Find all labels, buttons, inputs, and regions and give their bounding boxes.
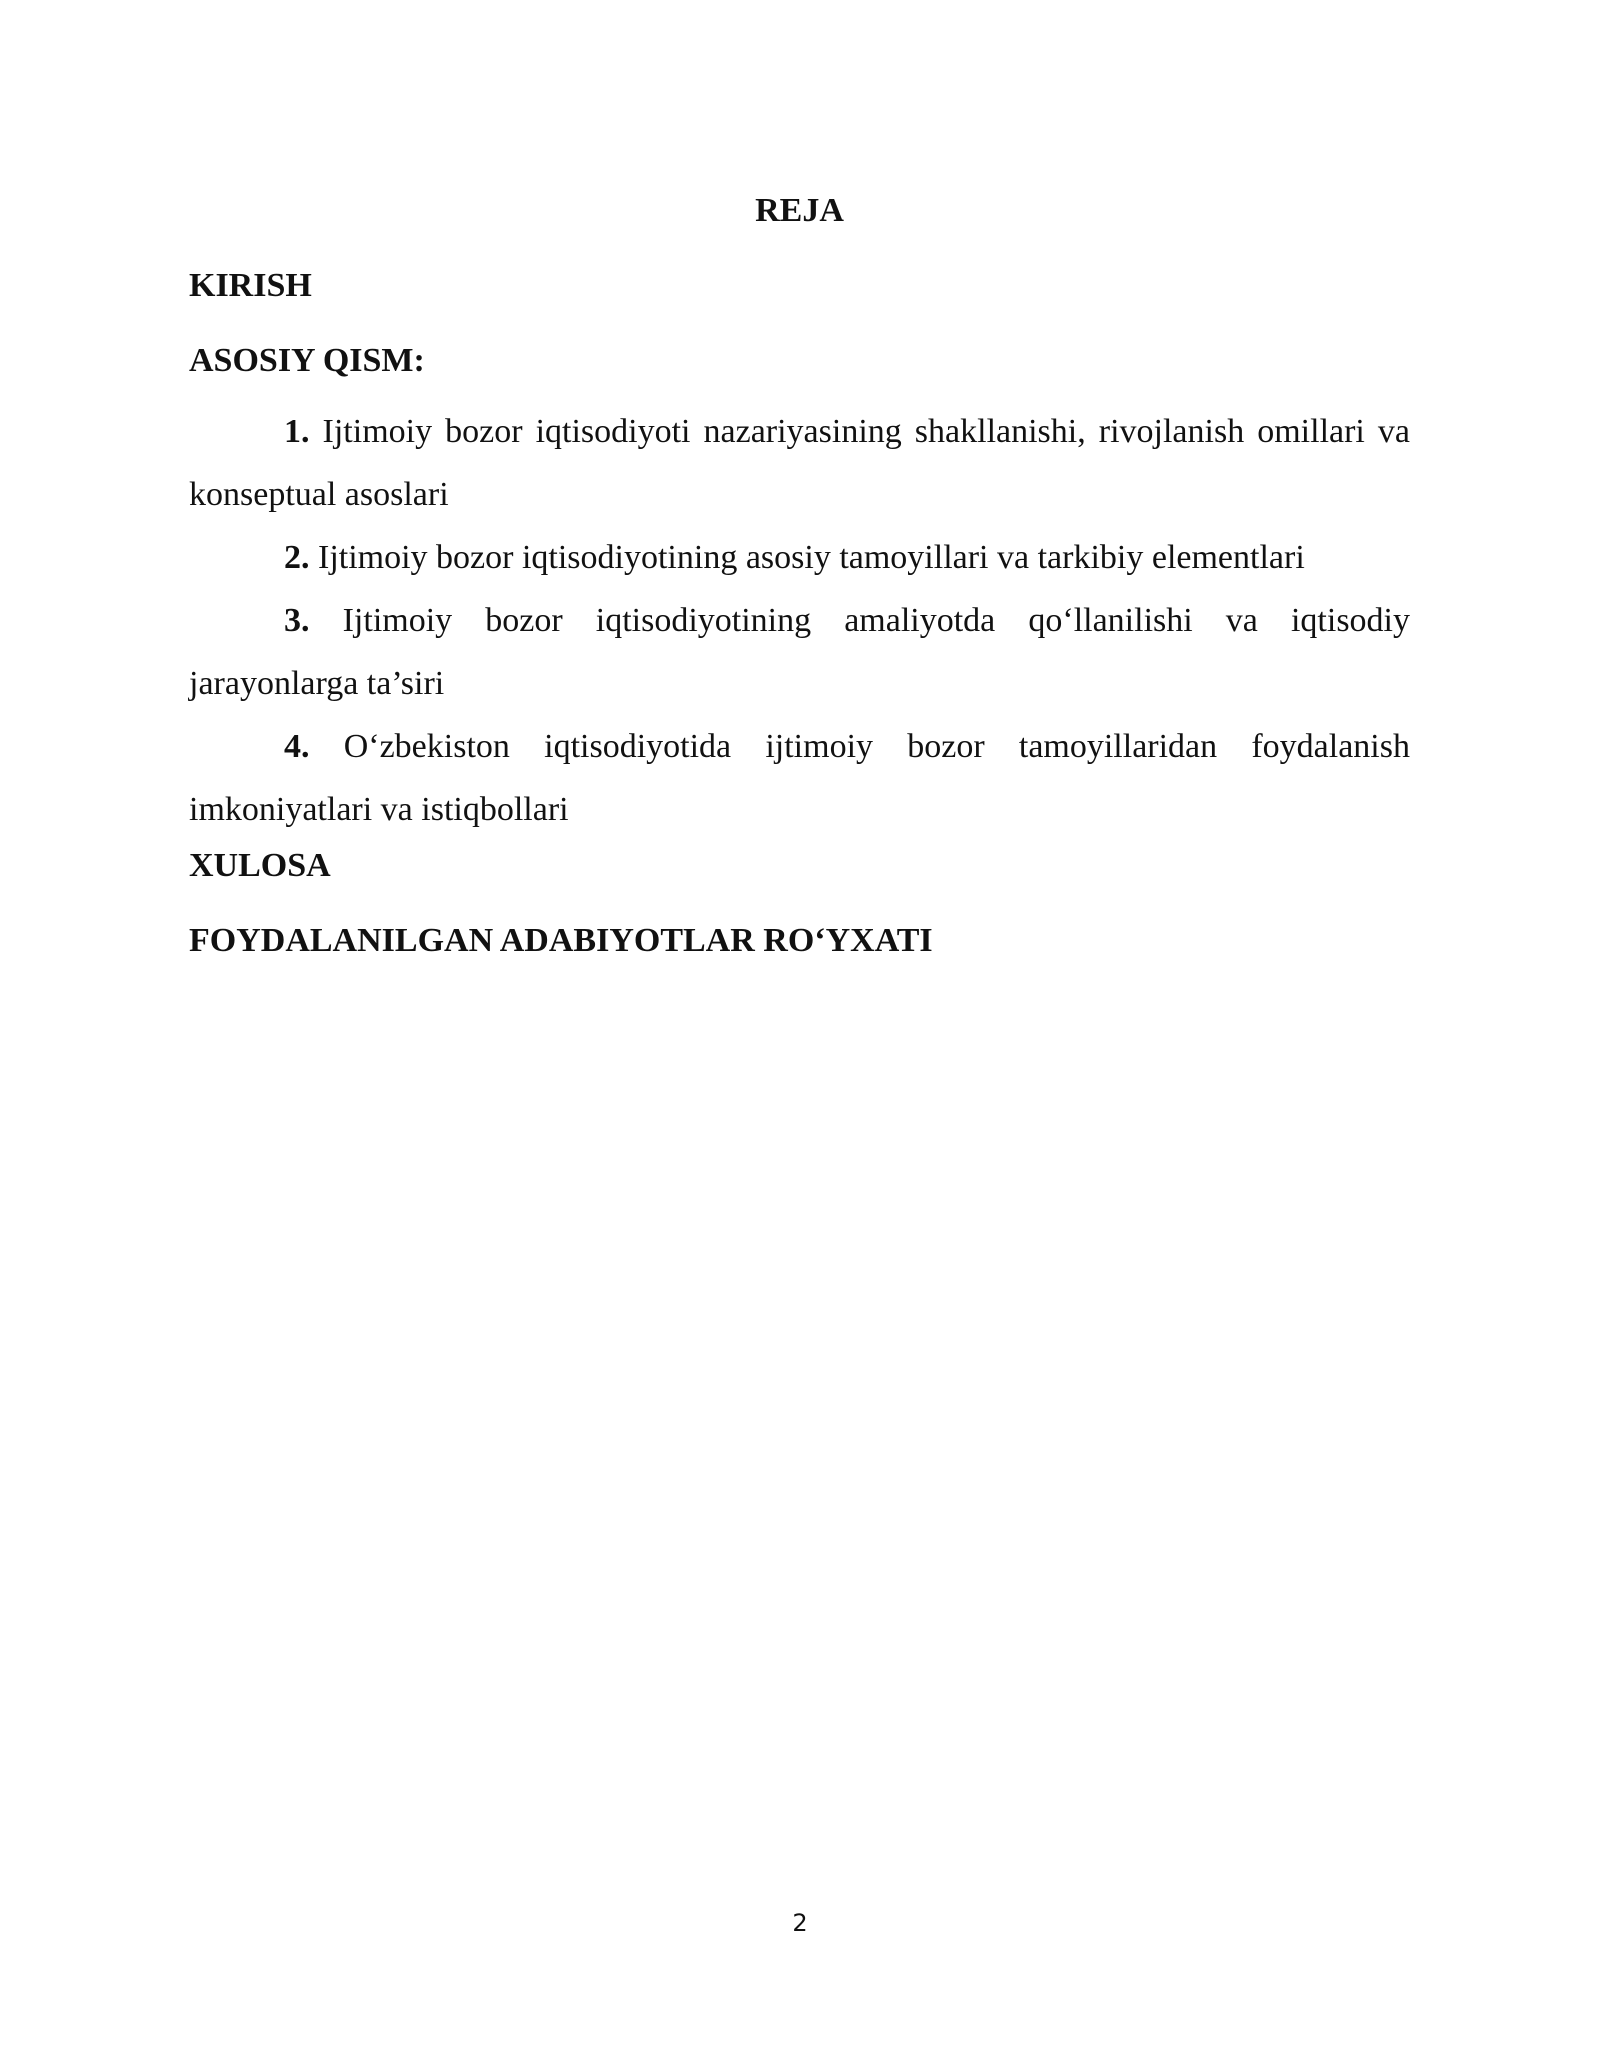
page-content <box>189 186 1410 991</box>
plan-item-number: 4. <box>284 728 310 765</box>
plan-item-3 <box>189 589 1410 715</box>
plan-item-1 <box>189 400 1410 526</box>
intro-heading: KIRISH <box>189 267 312 304</box>
plan-item-number: 1. <box>284 413 310 450</box>
plan-item-text: Ijtimoiy bozor iqtisodiyoti nazariyasining shakllanishi, rivojlanish omillari va konseptual asoslari <box>189 413 1410 513</box>
plan-item-text: O‘zbekiston iqtisodiyotida ijtimoiy bozor tamoyillaridan foydalanish imkoniyatlari va istiqbollari <box>189 728 1410 828</box>
plan-item-number: 2. <box>284 539 310 576</box>
main-part-heading: ASOSIY QISM: <box>189 342 425 379</box>
plan-item-text: Ijtimoiy bozor iqtisodiyotining amaliyotda qo‘llanilishi va iqtisodiy jarayonlarga ta’siri <box>189 602 1410 702</box>
page-title: REJA <box>755 192 844 229</box>
plan-item-2 <box>189 526 1410 589</box>
references-heading: FOYDALANILGAN ADABIYOTLAR RO‘YXATI <box>189 922 933 959</box>
plan-item-number: 3. <box>284 602 310 639</box>
plan-item-text: Ijtimoiy bozor iqtisodiyotining asosiy tamoyillari va tarkibiy elementlari <box>309 539 1305 576</box>
conclusion-heading: XULOSA <box>189 847 331 884</box>
page-number: 2 <box>792 1909 808 1937</box>
plan-item-4 <box>189 715 1410 841</box>
